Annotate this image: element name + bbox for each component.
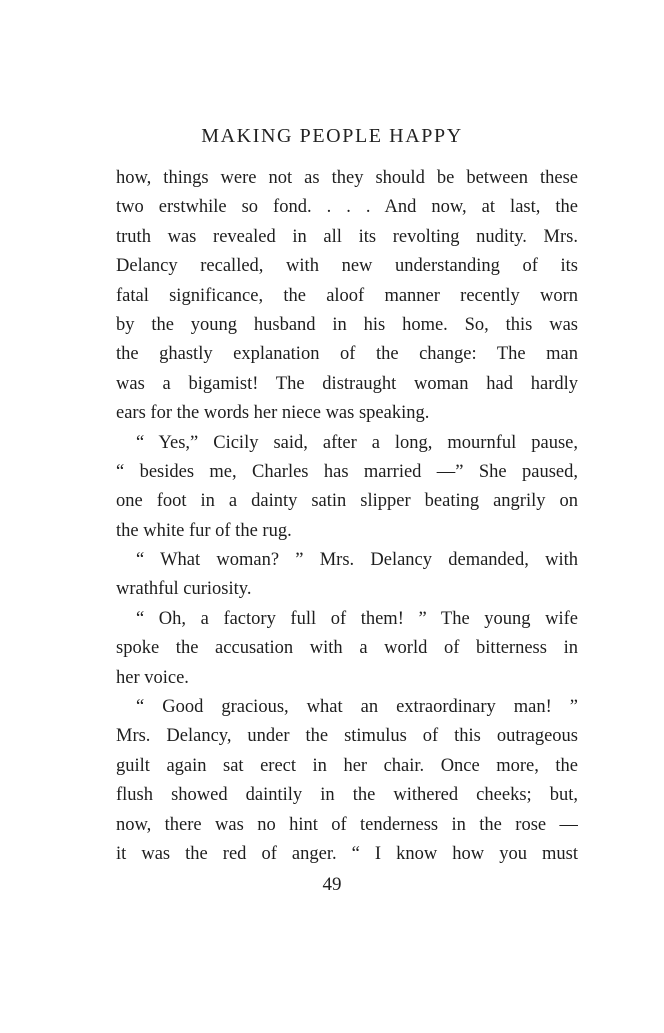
text-line: fatal significance, the aloof manner recently worn (116, 285, 578, 306)
text-line: by the young husband in his home. So, this was (116, 314, 578, 335)
text-line: spoke the accusation with a world of bitterness in (116, 638, 578, 659)
text-line: “ Yes,” Cicily said, after a long, mournful pause, (136, 432, 578, 453)
text-line: now, there was no hint of tenderness in the rose — (116, 814, 578, 835)
page-number: 49 (322, 874, 342, 895)
text-line: wrathful curiosity. (116, 579, 252, 600)
text-line: guilt again sat erect in her chair. Once more, the (116, 755, 578, 776)
text-line: Delancy recalled, with new understanding of its (116, 256, 578, 277)
text-line: two erstwhile so fond. . . . And now, at last, the (116, 197, 578, 218)
running-head: MAKING PEOPLE HAPPY (201, 125, 463, 147)
text-line: the ghastly explanation of the change: The man (116, 344, 578, 365)
text-line: it was the red of anger. “ I know how you must (116, 843, 578, 864)
text-line: “ Oh, a factory full of them! ” The young wife (136, 608, 578, 629)
text-line: ears for the words her niece was speaking. (116, 403, 430, 424)
body-text (116, 164, 578, 869)
text-line: flush showed daintily in the withered cheeks; but, (116, 785, 578, 806)
text-line: “ What woman? ” Mrs. Delancy demanded, with (136, 550, 578, 571)
text-line: “ Good gracious, what an extraordinary man! ” (136, 697, 578, 718)
text-line: her voice. (116, 667, 189, 688)
text-line: how, things were not as they should be between these (116, 168, 578, 188)
text-line: truth was revealed in all its revolting nudity. Mrs. (116, 226, 578, 247)
text-line: was a bigamist! The distraught woman had hardly (116, 373, 578, 394)
text-line: Mrs. Delancy, under the stimulus of this outrageous (116, 726, 578, 747)
text-line: the white fur of the rug. (116, 520, 292, 541)
text-line: one foot in a dainty satin slipper beating angrily on (116, 491, 578, 512)
text-line: “ besides me, Charles has married —” She paused, (116, 461, 578, 482)
